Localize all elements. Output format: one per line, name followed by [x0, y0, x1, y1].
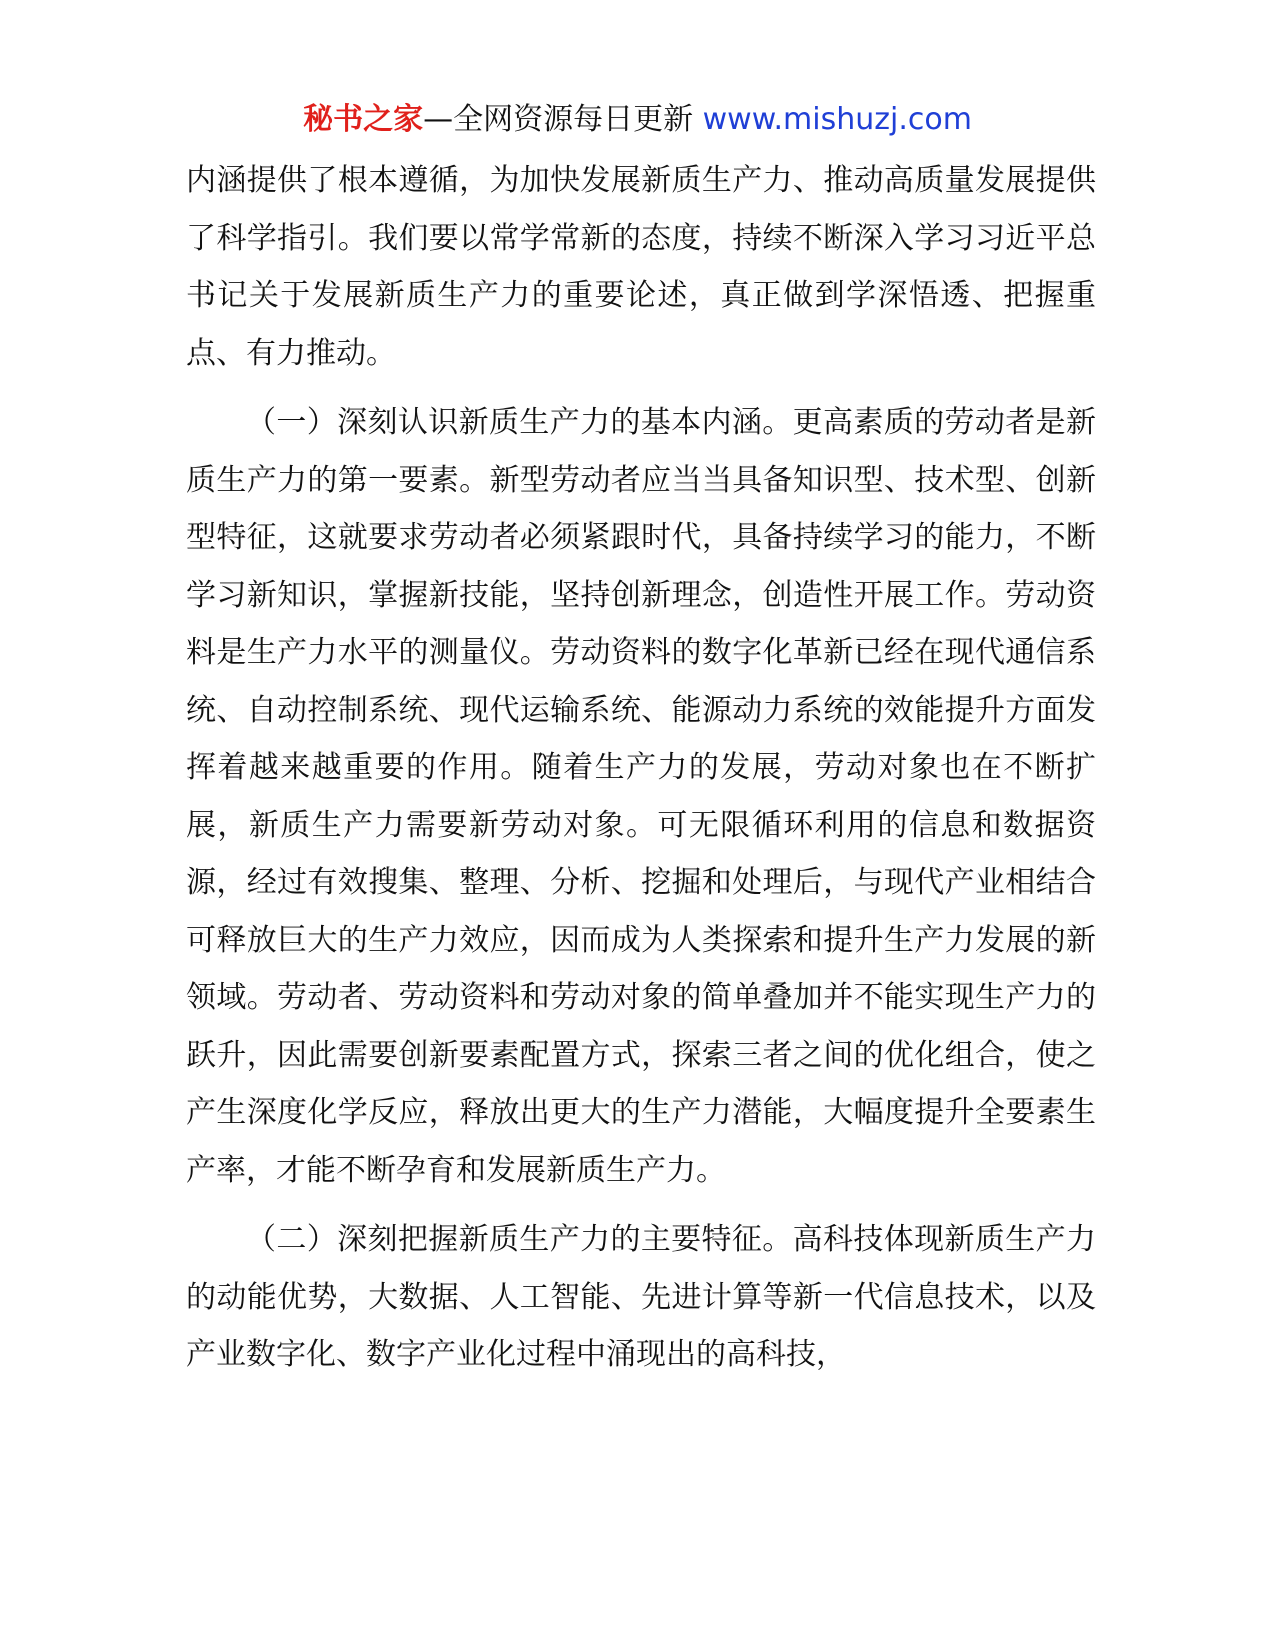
paragraph-continuation: 内涵提供了根本遵循，为加快发展新质生产力、推动高质量发展提供了科学指引。我们要以常学常新的态度，持续不断深入学习习近平总书记关于发展新质生产力的重要论述，真正做到学深悟透、把握重点、有力推动。 — [186, 163, 1096, 371]
page-header — [0, 98, 1275, 142]
paragraph-section-2: （二）深刻把握新质生产力的主要特征。高科技体现新质生产力的动能优势，大数据、人工智能、先进计算等新一代信息技术，以及产业数字化、数字产业化过程中涌现出的高科技， — [186, 1222, 1096, 1372]
brand-name: 秘书之家 — [303, 102, 424, 137]
header-tagline: —全网资源每日更新 — [423, 102, 703, 137]
site-url-link[interactable]: www.mishuzj.com — [702, 102, 972, 137]
document-body — [186, 152, 1096, 1384]
paragraph-section-1: （一）深刻认识新质生产力的基本内涵。更高素质的劳动者是新质生产力的第一要素。新型劳动者应当当具备知识型、技术型、创新型特征，这就要求劳动者必须紧跟时代，具备持续学习的能力，不断学习新知识，掌握新技能，坚持创新理念，创造性开展工作。劳动资料是生产力水平的测量仪。劳动资料的数字化革新已经在现代通信系统、自动控制系统、现代运输系统、能源动力系统的效能提升方面发挥着越来越重要的作用。随着生产力的发展，劳动对象也在不断扩展，新质生产力需要新劳动对象。可无限循环利用的信息和数据资源，经过有效搜集、整理、分析、挖掘和处理后，与现代产业相结合可释放巨大的生产力效应，因而成为人类探索和提升生产力发展的新领域。劳动者、劳动资料和劳动对象的简单叠加并不能实现生产力的跃升，因此需要创新要素配置方式，探索三者之间的优化组合，使之产生深度化学反应，释放出更大的生产力潜能，大幅度提升全要素生产率，才能不断孕育和发展新质生产力。 — [186, 405, 1096, 1188]
